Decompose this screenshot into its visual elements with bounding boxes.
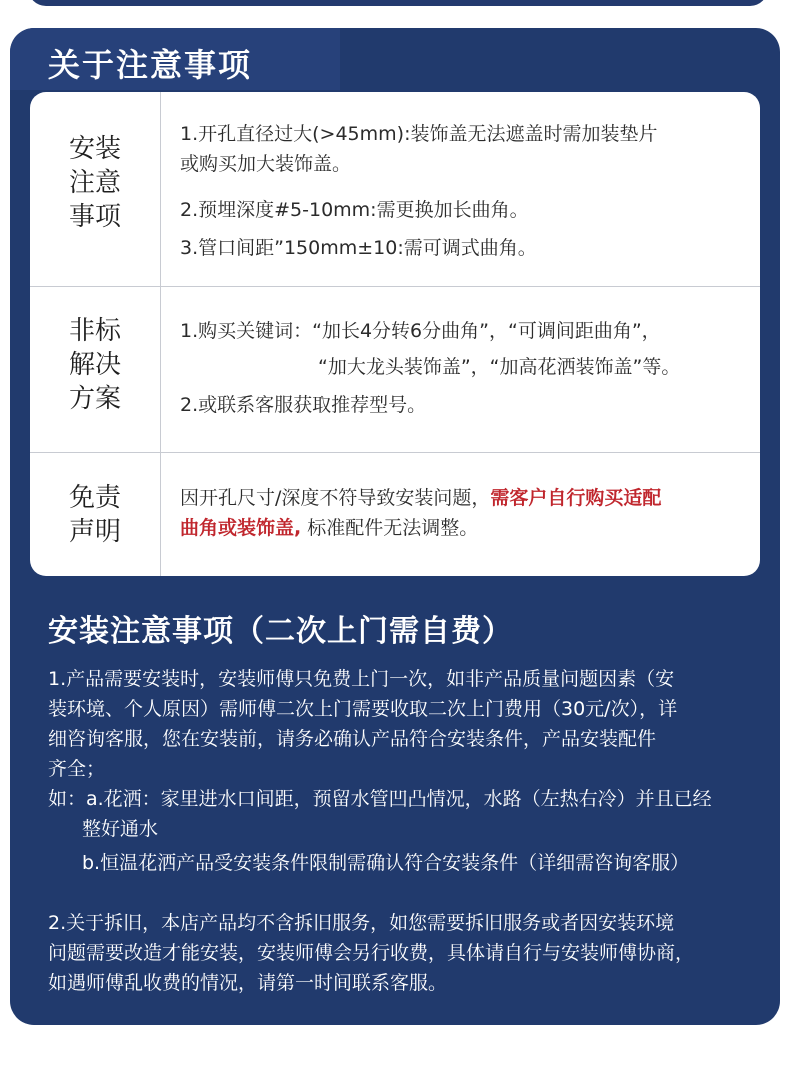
example-b: b.恒温花洒产品受安装条件限制需确认符合安装条件（详细需咨询客服） bbox=[82, 852, 690, 874]
row-divider bbox=[30, 452, 760, 453]
row-text-nonstandard bbox=[180, 316, 750, 420]
note-line: 2.关于拆旧，本店产品均不含拆旧服务，如您需要拆旧服务或者因安装环境 bbox=[48, 912, 675, 934]
row-label-disclaimer: 免责 声明 bbox=[68, 483, 121, 547]
example-a-continued: 整好通水 bbox=[82, 818, 159, 840]
row-divider bbox=[30, 286, 760, 287]
note-line: 齐全； bbox=[48, 758, 106, 780]
row-text-install-notes bbox=[180, 119, 750, 263]
text-line: 3.管口间距”150mm±10:需可调式曲角。 bbox=[180, 237, 537, 259]
disclaimer-text: 曲角或装饰盖, 标准配件无法调整。 bbox=[180, 517, 479, 539]
disclaimer-text: 因开孔尺寸/深度不符导致安装问题，需客户自行购买适配 bbox=[180, 487, 662, 509]
text-line: “加大龙头装饰盖”，“加高花洒装饰盖”等。 bbox=[318, 356, 681, 378]
page-title: 关于注意事项 bbox=[48, 46, 253, 84]
column-divider bbox=[160, 92, 161, 576]
row-text-disclaimer bbox=[180, 483, 750, 543]
note-line: 问题需要改造才能安装，安装师傅会另行收费，具体请自行与安装师傅协商， bbox=[48, 942, 695, 964]
row-label-nonstandard: 非标 解决 方案 bbox=[68, 316, 121, 414]
note-line: 如遇师傅乱收费的情况，请第一时间联系客服。 bbox=[48, 972, 448, 994]
highlight-text: 需客户自行购买适配 bbox=[490, 487, 662, 509]
highlight-text: 曲角或装饰盖, bbox=[180, 517, 302, 539]
note-line: 细咨询客服，您在安装前，请务必确认产品符合安装条件，产品安装配件 bbox=[48, 728, 657, 750]
note-line: 装环境、个人原因）需师傅二次上门需要收取二次上门费用（30元/次），详 bbox=[48, 698, 678, 720]
text-line: 2.或联系客服获取推荐型号。 bbox=[180, 394, 427, 416]
notice-table bbox=[30, 92, 760, 576]
text-line: 或购买加大装饰盖。 bbox=[180, 153, 352, 175]
note-line: 1.产品需要安装时，安装师傅只免费上门一次，如非产品质量问题因素（安 bbox=[48, 668, 675, 690]
text-line: 1.开孔直径过大(>45mm):装饰盖无法遮盖时需加装垫片 bbox=[180, 123, 658, 145]
top-decorative-strip bbox=[28, 0, 768, 6]
row-label-install-notes: 安装 注意 事项 bbox=[68, 134, 121, 232]
install-notes-body bbox=[48, 664, 768, 998]
section-title: 安装注意事项（二次上门需自费） bbox=[48, 614, 513, 649]
text-line: 2.预埋深度#5-10mm:需更换加长曲角。 bbox=[180, 199, 529, 221]
text-line: 1.购买关键词：“加长4分转6分曲角”，“可调间距曲角”， bbox=[180, 320, 661, 342]
example-a: 如：a.花洒：家里进水口间距，预留水管凹凸情况，水路（左热右冷）并且已经 bbox=[48, 788, 712, 810]
